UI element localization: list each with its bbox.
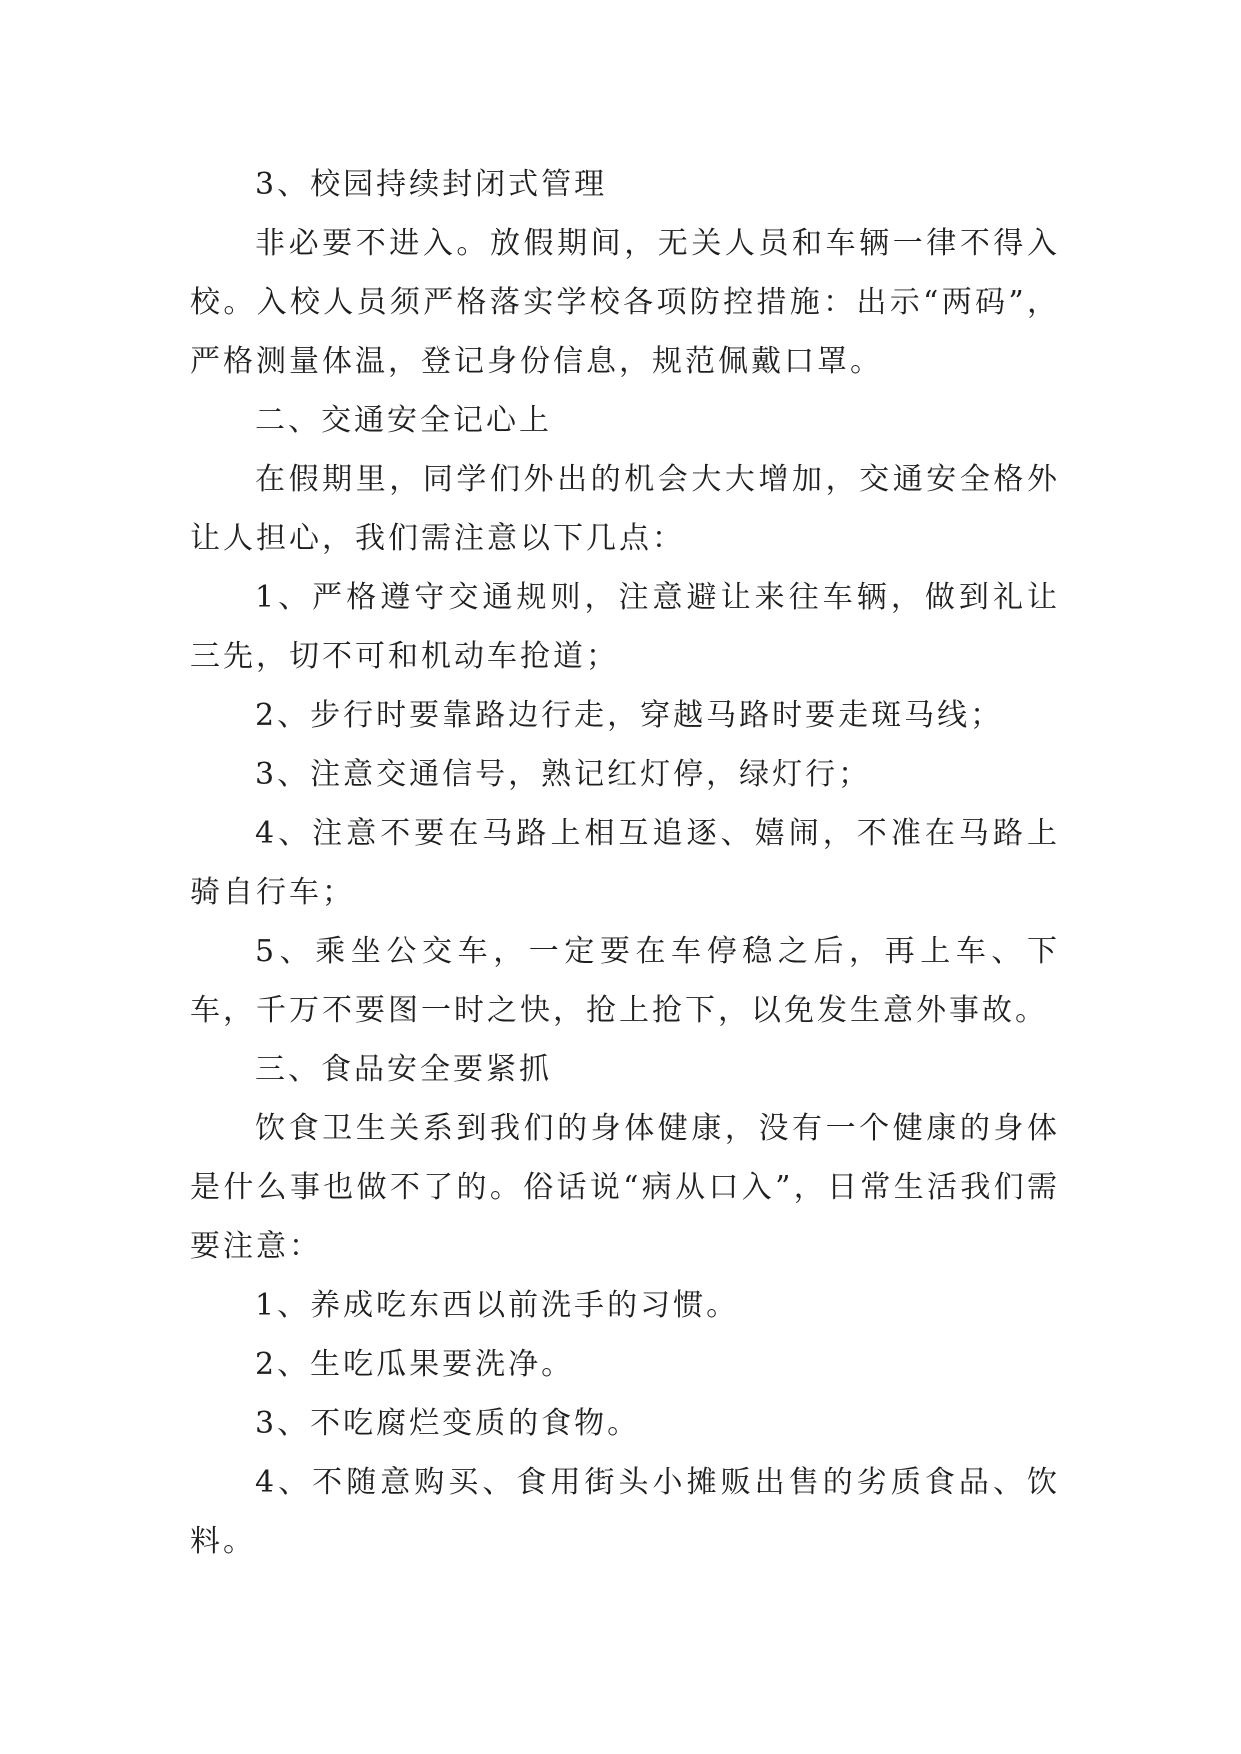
paragraph-food-intro: 饮食卫生关系到我们的身体健康，没有一个健康的身体是什么事也做不了的。俗话说“病从口入”，日常生活我们需要注意： [190, 1111, 1060, 1264]
list-item-food-2: 2、生吃瓜果要洗净。 [255, 1347, 575, 1382]
list-item-traffic-4: 4、注意不要在马路上相互追逐、嬉闹，不准在马路上骑自行车； [190, 816, 1060, 910]
list-item-food-4: 4、不随意购买、食用街头小摊贩出售的劣质食品、饮料。 [190, 1465, 1060, 1559]
paragraph-traffic-intro: 在假期里，同学们外出的机会大大增加，交通安全格外让人担心，我们需注意以下几点： [190, 462, 1060, 556]
list-item-food-1: 1、养成吃东西以前洗手的习惯。 [255, 1288, 740, 1323]
list-item-traffic-3: 3、注意交通信号，熟记红灯停，绿灯行； [255, 757, 872, 792]
list-item-traffic-2: 2、步行时要靠路边行走，穿越马路时要走斑马线； [255, 698, 1004, 733]
heading-food-safety: 三、食品安全要紧抓 [255, 1052, 552, 1087]
heading-traffic-safety: 二、交通安全记心上 [255, 403, 552, 438]
list-item-traffic-5: 5、乘坐公交车，一定要在车停稳之后，再上车、下车，千万不要图一时之快，抢上抢下，以免发生意外事故。 [190, 934, 1060, 1028]
document-body [190, 155, 1060, 1571]
paragraph-campus-entry-rules: 非必要不进入。放假期间，无关人员和车辆一律不得入校。入校人员须严格落实学校各项防控措施：出示“两码”，严格测量体温，登记身份信息，规范佩戴口罩。 [190, 226, 1060, 379]
list-item-food-3: 3、不吃腐烂变质的食物。 [255, 1406, 641, 1441]
list-item-traffic-1: 1、严格遵守交通规则，注意避让来往车辆，做到礼让三先，切不可和机动车抢道； [190, 580, 1060, 674]
subheading-campus-closed-management: 3、校园持续封闭式管理 [255, 167, 608, 202]
